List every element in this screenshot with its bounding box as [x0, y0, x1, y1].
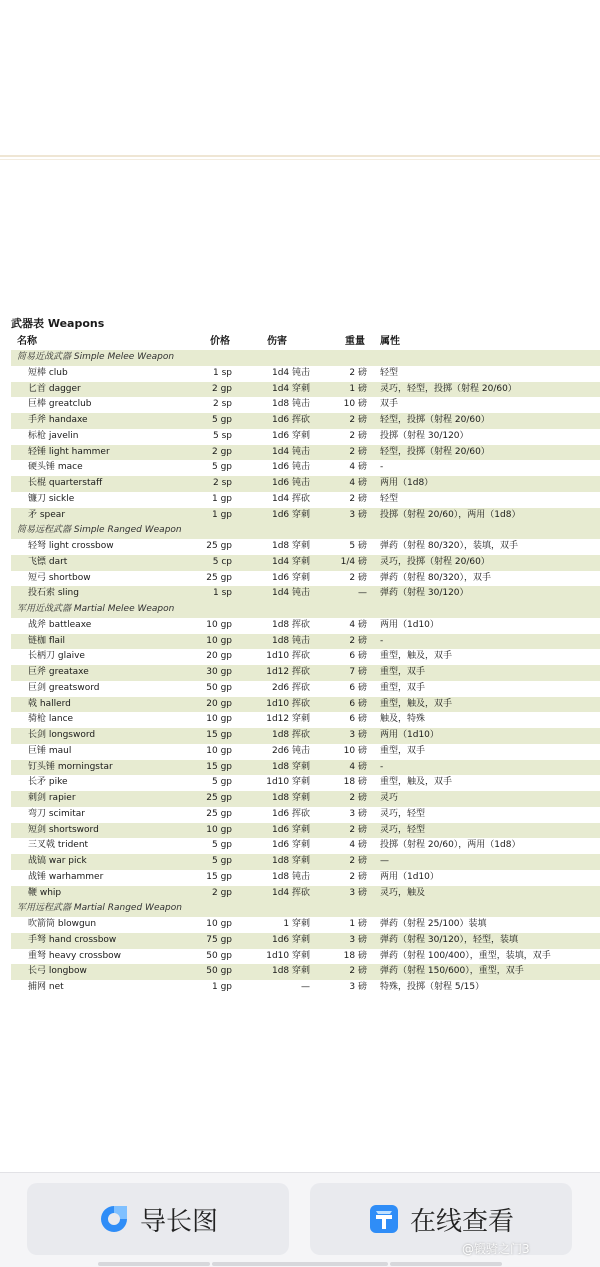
- weapon-damage: 1d6 钝击: [271, 462, 310, 473]
- weapon-weight: 18 磅: [343, 777, 367, 788]
- table-row: [11, 712, 600, 728]
- weapon-name: 戟 hallerd: [28, 698, 71, 709]
- weapon-properties: 两用（1d8）: [380, 478, 434, 488]
- table-row: [11, 697, 600, 713]
- weapon-name: 长柄刀 glaive: [28, 651, 85, 662]
- weapon-price: 10 gp: [206, 824, 232, 835]
- category-row: [11, 350, 600, 366]
- header-damage: 伤害: [267, 336, 287, 347]
- weapon-name: 手弩 hand crossbow: [28, 934, 117, 945]
- weapon-price: 1 sp: [213, 367, 232, 378]
- weapon-properties: 弹药（射程 30/120）: [380, 588, 469, 599]
- category-label: 军用远程武器 Martial Ranged Weapon: [17, 903, 182, 914]
- view-online-label: 在线查看: [409, 1206, 514, 1237]
- weapon-weight: 1/4 磅: [340, 556, 367, 567]
- weapon-price: 2 sp: [213, 478, 232, 488]
- table-row: [11, 429, 600, 445]
- weapon-price: 2 gp: [211, 446, 232, 457]
- weapon-damage: 1d8 挥砍: [271, 730, 310, 740]
- table-row: [11, 807, 600, 823]
- weapon-price: 5 gp: [211, 415, 232, 425]
- category-label: 简易远程武器 Simple Ranged Weapon: [17, 525, 182, 536]
- weapon-price: 10 gp: [206, 619, 232, 630]
- weapon-name: 匕首 dagger: [28, 383, 81, 394]
- weapon-name: 战斧 battleaxe: [28, 619, 92, 630]
- weapon-weight: 18 磅: [343, 950, 367, 961]
- weapon-price: 5 sp: [213, 430, 232, 441]
- weapon-price: 5 cp: [212, 556, 232, 567]
- table-row: [11, 366, 600, 382]
- weapon-damage: 1d10 穿刺: [266, 777, 310, 788]
- weapon-damage: 1d8 钝击: [271, 871, 310, 882]
- weapon-price: 1 gp: [211, 982, 232, 992]
- weapon-properties: 触及，特殊: [380, 714, 426, 725]
- weapon-name: 轻弩 light crossbow: [28, 541, 114, 551]
- category-label: 军用近战武器 Martial Melee Weapon: [17, 604, 175, 614]
- weapon-weight: 6 磅: [349, 698, 367, 709]
- weapon-damage: 1d6 穿刺: [271, 840, 310, 851]
- weapon-price: 15 gp: [206, 730, 232, 740]
- weapon-weight: 3 磅: [349, 887, 367, 898]
- table-row: [11, 586, 600, 602]
- weapon-price: 50 gp: [206, 682, 232, 693]
- divider-line-thin: [0, 159, 600, 160]
- category-row: [11, 523, 600, 539]
- weapon-damage: 1d10 挥砍: [266, 651, 310, 662]
- table-row: [11, 476, 600, 492]
- category-row: [11, 901, 600, 917]
- weapon-damage: 1d6 穿刺: [271, 572, 310, 583]
- weapon-damage: 1d4 穿刺: [271, 556, 310, 567]
- weapon-properties: 重型，双手: [380, 667, 426, 677]
- weapon-name: 手斧 handaxe: [28, 415, 88, 425]
- table-row: [11, 823, 600, 839]
- table-row: [11, 492, 600, 508]
- weapon-damage: 1d8 穿刺: [271, 761, 310, 772]
- weapon-name: 飞镖 dart: [28, 556, 68, 567]
- weapon-price: 1 sp: [213, 588, 232, 599]
- online-view-icon: [368, 1203, 400, 1235]
- home-indicator-segment: [98, 1262, 210, 1266]
- weapon-weight: 4 磅: [349, 761, 367, 772]
- weapon-price: 5 gp: [211, 462, 232, 473]
- weapon-name: 轻锤 light hammer: [28, 446, 110, 457]
- weapon-price: 5 gp: [211, 856, 232, 866]
- weapon-name: 刺剑 rapier: [28, 793, 76, 803]
- table-row: [11, 555, 600, 571]
- home-indicator-segment: [390, 1262, 502, 1266]
- weapon-properties: -: [380, 462, 384, 473]
- weapon-name: 巨斧 greataxe: [28, 667, 89, 677]
- long-image-icon: [98, 1203, 130, 1235]
- weapon-name: 长剑 longsword: [28, 730, 96, 740]
- table-row: [11, 460, 600, 476]
- weapon-damage: 2d6 挥砍: [271, 682, 310, 693]
- weapon-weight: 2 磅: [349, 824, 367, 835]
- weapon-price: 50 gp: [206, 966, 232, 977]
- table-row: [11, 886, 600, 902]
- weapon-properties: 重型，双手: [380, 682, 426, 693]
- category-row: [11, 602, 600, 618]
- weapon-damage: 1d8 穿刺: [271, 966, 310, 977]
- header-props: 属性: [380, 336, 400, 347]
- weapon-name: 重弩 heavy crossbow: [28, 950, 122, 961]
- table-row: [11, 854, 600, 870]
- weapon-weight: 5 磅: [349, 541, 367, 551]
- weapon-name: 战锤 warhammer: [28, 871, 104, 882]
- weapon-weight: 6 磅: [349, 682, 367, 693]
- weapon-price: 2 gp: [211, 383, 232, 394]
- table-row: [11, 760, 600, 776]
- weapon-name: 投石索 sling: [28, 588, 79, 599]
- export-long-image-label: 导长图: [139, 1206, 218, 1237]
- weapon-weight: 10 磅: [343, 399, 367, 410]
- weapon-damage: 1d6 钝击: [271, 478, 310, 488]
- weapon-damage: 1 穿刺: [283, 919, 310, 929]
- weapon-price: 1 gp: [211, 493, 232, 504]
- weapon-properties: -: [380, 635, 384, 646]
- weapon-weight: 3 磅: [349, 730, 367, 740]
- weapon-weight: 3 磅: [349, 934, 367, 945]
- category-label: 简易近战武器 Simple Melee Weapon: [17, 352, 175, 362]
- weapon-weight: 2 磅: [349, 415, 367, 425]
- weapon-properties: 重型，触及，双手: [380, 777, 453, 788]
- weapon-weight: 2 磅: [349, 367, 367, 378]
- weapon-price: 30 gp: [206, 667, 232, 677]
- weapon-weight: 6 磅: [349, 651, 367, 662]
- weapon-price: 25 gp: [206, 541, 232, 551]
- weapon-properties: 投掷（射程 20/60），两用（1d8）: [380, 509, 521, 520]
- weapon-damage: 1d8 穿刺: [271, 793, 310, 803]
- view-online-button[interactable]: [310, 1183, 572, 1255]
- table-row: [11, 933, 600, 949]
- table-row: [11, 665, 600, 681]
- weapon-properties: 特殊，投掷（射程 5/15）: [380, 982, 485, 992]
- weapon-price: 25 gp: [206, 572, 232, 583]
- weapon-name: 三叉戟 trident: [28, 840, 89, 851]
- weapon-weight: 4 磅: [349, 478, 367, 488]
- weapon-weight: 2 磅: [349, 572, 367, 583]
- home-indicator-segment: [212, 1262, 388, 1266]
- weapon-properties: 灵巧，轻型，投掷（射程 20/60）: [380, 383, 517, 394]
- table-row: [11, 775, 600, 791]
- weapon-price: 25 gp: [206, 793, 232, 803]
- weapon-price: 5 gp: [211, 777, 232, 788]
- weapon-damage: 1d4 钝击: [271, 367, 310, 378]
- weapon-weight: 2 磅: [349, 871, 367, 882]
- weapon-properties: 重型，双手: [380, 745, 426, 756]
- weapon-price: 10 gp: [206, 635, 232, 646]
- weapon-name: 短弓 shortbow: [28, 572, 91, 583]
- weapons-table: [11, 350, 600, 996]
- weapon-weight: 4 磅: [349, 619, 367, 630]
- weapon-name: 弯刀 scimitar: [28, 808, 86, 819]
- table-row: [11, 838, 600, 854]
- weapon-name: 长棍 quarterstaff: [28, 478, 103, 488]
- header-name: 名称: [17, 336, 37, 347]
- weapon-properties: 两用（1d10）: [380, 871, 439, 882]
- weapon-damage: 1d8 挥砍: [271, 619, 310, 630]
- weapon-properties: 投掷（射程 20/60），两用（1d8）: [380, 840, 521, 851]
- table-row: [11, 791, 600, 807]
- table-row: [11, 870, 600, 886]
- weapon-weight: 2 磅: [349, 793, 367, 803]
- weapon-price: 15 gp: [206, 761, 232, 772]
- weapon-weight: 3 磅: [349, 808, 367, 819]
- weapon-properties: 两用（1d10）: [380, 730, 439, 740]
- weapon-properties: 弹药（射程 25/100）装填: [380, 919, 487, 929]
- weapon-properties: 灵巧，轻型: [380, 808, 426, 819]
- weapon-weight: 2 磅: [349, 635, 367, 646]
- weapon-price: 5 gp: [211, 840, 232, 851]
- weapon-damage: 1d12 穿刺: [266, 714, 310, 725]
- weapon-damage: 1d4 挥砍: [271, 887, 310, 898]
- weapon-properties: 弹药（射程 80/320），装填，双手: [380, 541, 519, 551]
- weapon-properties: 灵巧，轻型: [380, 824, 426, 835]
- table-row: [11, 649, 600, 665]
- weapon-properties: 轻型: [380, 493, 399, 504]
- weapon-weight: 2 磅: [349, 493, 367, 504]
- weapon-name: 鞭 whip: [28, 887, 62, 898]
- weapon-weight: 10 磅: [343, 745, 367, 756]
- weapon-damage: 1d6 穿刺: [271, 509, 310, 520]
- weapon-properties: 轻型，投掷（射程 20/60）: [380, 415, 490, 425]
- weapon-price: 25 gp: [206, 808, 232, 819]
- weapon-name: 短剑 shortsword: [28, 824, 99, 835]
- weapon-name: 巨棒 greatclub: [28, 399, 92, 410]
- weapon-damage: 1d10 穿刺: [266, 950, 310, 961]
- weapon-weight: 2 磅: [349, 430, 367, 441]
- weapon-name: 长矛 pike: [28, 777, 68, 788]
- weapon-price: 10 gp: [206, 714, 232, 725]
- table-row: [11, 681, 600, 697]
- table-row: [11, 382, 600, 398]
- weapon-price: 10 gp: [206, 745, 232, 756]
- weapon-damage: 2d6 钝击: [271, 745, 310, 756]
- table-row: [11, 571, 600, 587]
- watermark-text: @锻骑之门3: [462, 1242, 530, 1256]
- weapon-properties: 轻型，投掷（射程 20/60）: [380, 446, 490, 457]
- weapon-name: 镰刀 sickle: [28, 493, 75, 504]
- weapon-name: 长弓 longbow: [28, 966, 87, 977]
- weapon-properties: —: [380, 856, 389, 866]
- weapon-name: 链枷 flail: [28, 635, 66, 646]
- weapon-properties: 弹药（射程 100/400），重型，装填，双手: [380, 950, 551, 961]
- weapon-price: 2 sp: [213, 399, 232, 410]
- weapon-price: 20 gp: [206, 651, 232, 662]
- weapon-name: 巨剑 greatsword: [28, 682, 100, 693]
- weapon-damage: 1d6 穿刺: [271, 824, 310, 835]
- weapon-damage: —: [301, 982, 310, 992]
- weapon-properties: 弹药（射程 30/120），轻型，装填: [380, 934, 519, 945]
- weapon-properties: 灵巧，触及: [380, 887, 426, 898]
- weapon-properties: 灵巧: [380, 793, 399, 803]
- weapon-properties: 双手: [380, 399, 399, 410]
- weapon-weight: 3 磅: [349, 982, 367, 992]
- table-row: [11, 618, 600, 634]
- weapon-weight: 1 磅: [349, 919, 367, 929]
- table-row: [11, 964, 600, 980]
- weapon-weight: 6 磅: [349, 714, 367, 725]
- weapon-properties: -: [380, 761, 384, 772]
- weapon-damage: 1d6 穿刺: [271, 934, 310, 945]
- weapon-weight: 2 磅: [349, 966, 367, 977]
- weapon-weight: 1 磅: [349, 383, 367, 394]
- weapon-name: 巨锤 maul: [28, 745, 72, 756]
- weapon-price: 1 gp: [211, 509, 232, 520]
- table-row: [11, 980, 600, 996]
- weapon-damage: 1d8 钝击: [271, 399, 310, 410]
- weapon-damage: 1d10 挥砍: [266, 698, 310, 709]
- weapon-damage: 1d12 挥砍: [266, 667, 310, 677]
- weapon-price: 75 gp: [206, 934, 232, 945]
- weapon-properties: 弹药（射程 80/320），双手: [380, 572, 492, 583]
- weapon-damage: 1d8 穿刺: [271, 856, 310, 866]
- weapon-damage: 1d4 钝击: [271, 588, 310, 599]
- weapon-weight: 3 磅: [349, 509, 367, 520]
- header-weight: 重量: [345, 336, 365, 347]
- weapon-damage: 1d6 挥砍: [271, 415, 310, 425]
- weapon-price: 10 gp: [206, 919, 232, 929]
- weapon-weight: 7 磅: [349, 667, 367, 677]
- weapon-name: 矛 spear: [28, 509, 66, 520]
- weapon-properties: 两用（1d10）: [380, 619, 439, 630]
- table-row: [11, 917, 600, 933]
- table-row: [11, 949, 600, 965]
- weapon-name: 骑枪 lance: [28, 714, 74, 725]
- weapon-name: 钉头锤 morningstar: [28, 761, 113, 772]
- table-row: [11, 413, 600, 429]
- table-row: [11, 397, 600, 413]
- weapon-properties: 灵巧，投掷（射程 20/60）: [380, 556, 490, 567]
- weapon-properties: 重型，触及，双手: [380, 698, 453, 709]
- weapon-damage: 1d8 钝击: [271, 635, 310, 646]
- weapon-weight: 2 磅: [349, 856, 367, 866]
- weapon-weight: —: [358, 588, 367, 599]
- weapon-weight: 4 磅: [349, 840, 367, 851]
- weapon-name: 吹箭筒 blowgun: [28, 919, 97, 929]
- weapon-damage: 1d4 穿刺: [271, 383, 310, 394]
- weapon-damage: 1d6 穿刺: [271, 430, 310, 441]
- weapon-weight: 2 磅: [349, 446, 367, 457]
- table-title: 武器表 Weapons: [11, 317, 105, 330]
- weapon-properties: 重型，触及，双手: [380, 651, 453, 662]
- table-row: [11, 508, 600, 524]
- weapon-price: 15 gp: [206, 871, 232, 882]
- weapon-weight: 4 磅: [349, 462, 367, 473]
- table-row: [11, 634, 600, 650]
- table-row: [11, 445, 600, 461]
- table-row: [11, 744, 600, 760]
- weapon-damage: 1d8 穿刺: [271, 541, 310, 551]
- divider-line: [0, 155, 600, 157]
- weapon-name: 短棒 club: [28, 367, 68, 378]
- weapon-price: 20 gp: [206, 698, 232, 709]
- weapon-name: 硬头锤 mace: [28, 462, 83, 473]
- weapon-name: 标枪 javelin: [28, 430, 79, 441]
- header-price: 价格: [210, 336, 230, 347]
- weapon-properties: 轻型: [380, 367, 399, 378]
- weapon-properties: 投掷（射程 30/120）: [380, 430, 469, 441]
- weapon-damage: 1d6 挥砍: [271, 808, 310, 819]
- weapon-properties: 弹药（射程 150/600），重型，双手: [380, 966, 524, 977]
- weapon-damage: 1d4 挥砍: [271, 493, 310, 504]
- weapon-name: 捕网 net: [28, 982, 64, 992]
- weapon-name: 战镐 war pick: [28, 856, 87, 866]
- table-row: [11, 539, 600, 555]
- weapon-damage: 1d4 钝击: [271, 446, 310, 457]
- weapon-price: 2 gp: [211, 887, 232, 898]
- weapon-price: 50 gp: [206, 950, 232, 961]
- table-row: [11, 728, 600, 744]
- export-long-image-button[interactable]: [27, 1183, 289, 1255]
